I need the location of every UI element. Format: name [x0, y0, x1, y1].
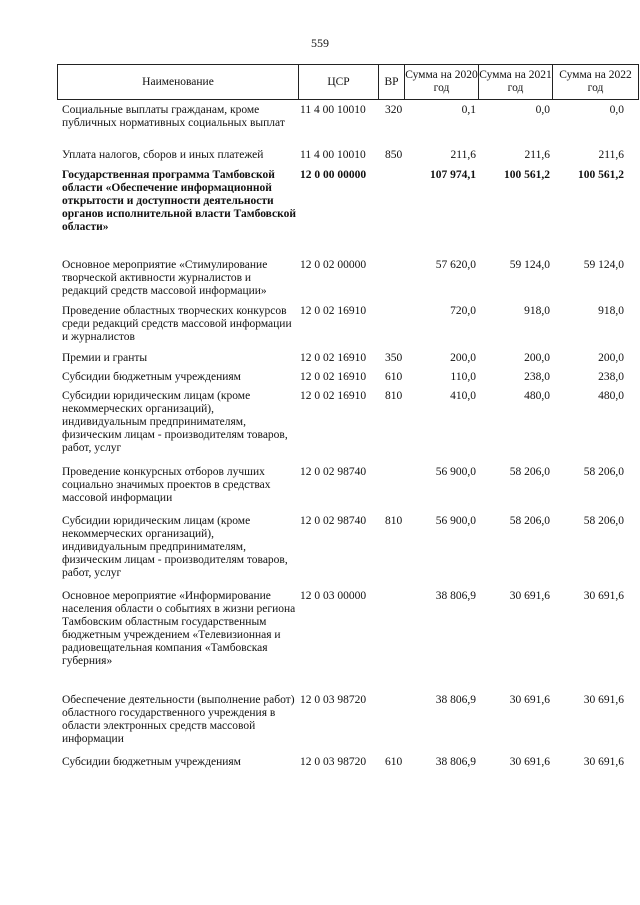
row-vr: 610 — [385, 756, 403, 768]
row-sum-2021: 918,0 — [524, 305, 550, 317]
row-sum-2022: 100 561,2 — [578, 169, 624, 181]
row-sum-2021: 238,0 — [524, 371, 550, 383]
header-sum-2021: Сумма на 2021 год — [478, 65, 552, 99]
row-sum-2021: 59 124,0 — [509, 259, 550, 271]
row-sum-2020: 56 900,0 — [435, 466, 476, 478]
table-header — [57, 64, 639, 100]
row-sum-2021: 480,0 — [524, 390, 550, 402]
row-vr: 810 — [385, 515, 403, 527]
row-sum-2021: 58 206,0 — [509, 515, 550, 527]
row-sum-2021: 30 691,6 — [509, 756, 550, 768]
row-sum-2020: 410,0 — [450, 390, 476, 402]
row-sum-2022: 0,0 — [609, 104, 624, 116]
row-sum-2022: 58 206,0 — [583, 466, 624, 478]
row-vr: 320 — [385, 104, 403, 116]
row-sum-2022: 59 124,0 — [583, 259, 624, 271]
row-sum-2022: 58 206,0 — [583, 515, 624, 527]
row-vr: 350 — [385, 352, 403, 364]
row-csr: 11 4 00 10010 — [300, 104, 366, 116]
row-sum-2020: 38 806,9 — [435, 756, 476, 768]
header-csr: ЦСР — [298, 65, 378, 99]
row-name: Основное мероприятие «Информирование населения области о событиях в жизни региона Тамбовским областным государственным бюджетным учреждением «Телевизионная и радиовещательная компания «Тамбовская губерния» — [62, 590, 296, 667]
row-name: Субсидии юридическим лицам (кроме некоммерческих организаций), индивидуальным предпринимателям, физическим лицам - производителям товаров, работ, услуг — [62, 390, 288, 454]
row-name: Государственная программа Тамбовской области «Обеспечение информационной открытости и доступности деятельности органов исполнительной власти Тамбовской области» — [62, 169, 296, 233]
row-sum-2020: 200,0 — [450, 352, 476, 364]
row-sum-2020: 110,0 — [450, 371, 476, 383]
row-sum-2020: 720,0 — [450, 305, 476, 317]
header-vr: ВР — [378, 65, 404, 99]
row-sum-2020: 57 620,0 — [435, 259, 476, 271]
row-sum-2021: 211,6 — [524, 149, 550, 161]
row-name: Субсидии юридическим лицам (кроме некоммерческих организаций), индивидуальным предпринимателям, физическим лицам - производителям товаров, работ, услуг — [62, 515, 288, 579]
row-sum-2020: 56 900,0 — [435, 515, 476, 527]
row-sum-2022: 200,0 — [598, 352, 624, 364]
row-name: Основное мероприятие «Стимулирование творческой активности журналистов и редакций средств массовой информации» — [62, 259, 268, 297]
row-sum-2020: 0,1 — [461, 104, 476, 116]
row-sum-2020: 38 806,9 — [435, 590, 476, 602]
row-sum-2020: 211,6 — [450, 149, 476, 161]
row-name: Обеспечение деятельности (выполнение работ) областного государственного учреждения в области электронных средств массовой информации — [62, 694, 295, 745]
row-name: Уплата налогов, сборов и иных платежей — [62, 149, 264, 161]
header-sum-2022: Сумма на 2022 год — [552, 65, 638, 99]
header-name: Наименование — [142, 75, 214, 88]
row-sum-2022: 30 691,6 — [583, 756, 624, 768]
row-sum-2021: 30 691,6 — [509, 590, 550, 602]
row-csr: 12 0 02 16910 — [300, 371, 367, 383]
row-sum-2022: 30 691,6 — [583, 590, 624, 602]
row-sum-2020: 107 974,1 — [430, 169, 476, 181]
row-csr: 12 0 02 16910 — [300, 390, 367, 402]
row-sum-2021: 0,0 — [535, 104, 550, 116]
page-number: 559 — [311, 36, 329, 50]
header-sum-2020: Сумма на 2020 год — [404, 65, 478, 99]
row-csr: 12 0 03 00000 — [300, 590, 367, 602]
row-csr: 12 0 02 98740 — [300, 466, 367, 478]
row-name: Субсидии бюджетным учреждениям — [62, 371, 241, 383]
row-vr: 610 — [385, 371, 403, 383]
row-sum-2022: 238,0 — [598, 371, 624, 383]
row-csr: 12 0 02 00000 — [300, 259, 367, 271]
row-sum-2021: 30 691,6 — [509, 694, 550, 706]
row-vr: 850 — [385, 149, 403, 161]
row-sum-2020: 38 806,9 — [435, 694, 476, 706]
row-sum-2022: 30 691,6 — [583, 694, 624, 706]
row-csr: 12 0 02 16910 — [300, 352, 367, 364]
row-sum-2021: 58 206,0 — [509, 466, 550, 478]
row-name: Социальные выплаты гражданам, кроме публичных нормативных социальных выплат — [62, 104, 285, 129]
row-csr: 11 4 00 10010 — [300, 149, 366, 161]
row-sum-2022: 480,0 — [598, 390, 624, 402]
row-csr: 12 0 02 98740 — [300, 515, 367, 527]
row-sum-2021: 200,0 — [524, 352, 550, 364]
row-vr: 810 — [385, 390, 403, 402]
row-csr: 12 0 03 98720 — [300, 756, 367, 768]
row-csr: 12 0 02 16910 — [300, 305, 367, 317]
row-name: Проведение областных творческих конкурсов среди редакций средств массовой информации и журналистов — [62, 305, 292, 343]
row-csr: 12 0 03 98720 — [300, 694, 367, 706]
row-csr: 12 0 00 00000 — [300, 169, 367, 181]
row-sum-2022: 918,0 — [598, 305, 624, 317]
row-name: Проведение конкурсных отборов лучших социально значимых проектов в средствах массовой информации — [62, 466, 271, 504]
row-sum-2021: 100 561,2 — [504, 169, 550, 181]
row-name: Субсидии бюджетным учреждениям — [62, 756, 241, 768]
row-name: Премии и гранты — [62, 352, 148, 364]
row-sum-2022: 211,6 — [598, 149, 624, 161]
